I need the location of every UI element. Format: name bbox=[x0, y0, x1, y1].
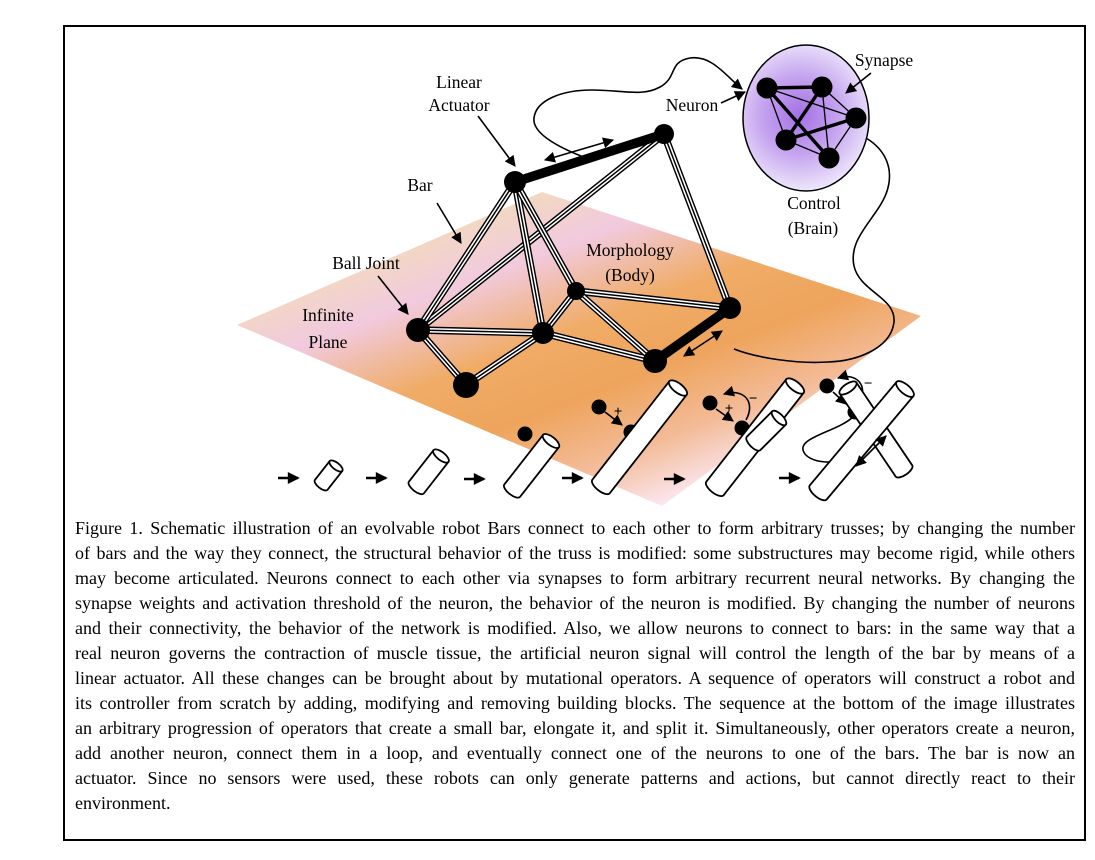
plus-label: + bbox=[724, 401, 734, 417]
neuron-node bbox=[819, 148, 840, 169]
neuron-dot bbox=[820, 379, 835, 394]
bar bbox=[418, 330, 543, 333]
synapse-label: Synapse bbox=[854, 50, 914, 70]
bar-cylinder-icon bbox=[406, 447, 451, 497]
ball-joint-node bbox=[406, 318, 430, 342]
neuron-node bbox=[757, 78, 778, 99]
linear-actuator-label: Actuator bbox=[428, 95, 490, 115]
linear-actuator-bar bbox=[515, 134, 664, 182]
ball-joint-node bbox=[719, 297, 741, 319]
morphology-label: Morphology bbox=[586, 240, 674, 260]
ball-joint-label: Ball Joint bbox=[332, 253, 400, 273]
morphology-label: (Body) bbox=[605, 265, 655, 285]
minus-label: − bbox=[748, 391, 758, 407]
bar-label: Bar bbox=[407, 175, 433, 195]
ball-joint-node bbox=[654, 124, 674, 144]
neuron-dot bbox=[518, 427, 533, 442]
neuron-dot bbox=[592, 400, 607, 415]
control-brain-label: (Brain) bbox=[787, 218, 839, 238]
control-brain bbox=[743, 45, 869, 191]
minus-label: − bbox=[863, 376, 873, 392]
bar-cylinder-icon bbox=[313, 458, 345, 492]
ball-joint-node bbox=[567, 282, 585, 300]
infinite-plane-label: Infinite bbox=[302, 305, 354, 325]
ball-joint-node bbox=[532, 322, 554, 344]
neuron-label: Neuron bbox=[665, 95, 719, 115]
figure-caption: Figure 1. Schematic illustration of an evolvable robot Bars connect to each other to form arbitrary trusses; by changing the number of bars and the way they connect, the structural behavior of the truss is modified: some substructures may become rigid, while others may become articulated. Neurons connect to each other via synapses to form arbitrary recurrent neural networks. By changing the synapse weights and activation threshold of the neuron, the behavior of the neuron is modified. By changing the number of neurons and their connectivity, the behavior of the network is modified. Also, we allow neurons to connect to bars: in the same way that a real neuron governs the contraction of muscle tissue, the artificial neuron signal will control the length of the bar by means of a linear actuator. All these changes can be brought about by mutational operators. A sequence of operators will construct a robot and its controller from scratch by adding, modifying and removing building blocks. The sequence at the bottom of the image illustrates an arbitrary progression of operators that create a small bar, elongate it, and split it. Simultaneously, other operators create a neuron, add another neuron, connect them in a loop, and eventually connect one of the neurons to one of the bars. The bar is now an actuator. Since no sensors were used, these robots can only generate patterns and actions, but cannot directly react to their environment. bbox=[75, 518, 1075, 813]
neuron-node bbox=[846, 108, 867, 129]
ball-joint-node bbox=[504, 171, 526, 193]
linear-actuator-label: Linear bbox=[436, 72, 482, 92]
plus-label: + bbox=[613, 404, 623, 420]
linear-actuator-pointer-arrow bbox=[478, 116, 515, 166]
neuron-node bbox=[812, 77, 833, 98]
ball-joint-node bbox=[643, 349, 667, 373]
neuron-pointer-arrow bbox=[721, 92, 745, 103]
control-brain-label: Control bbox=[787, 193, 841, 213]
neuron-dot bbox=[703, 396, 718, 411]
ball-joint-node bbox=[453, 372, 479, 398]
neuron-node bbox=[776, 130, 797, 151]
infinite-plane-label: Plane bbox=[308, 332, 348, 352]
